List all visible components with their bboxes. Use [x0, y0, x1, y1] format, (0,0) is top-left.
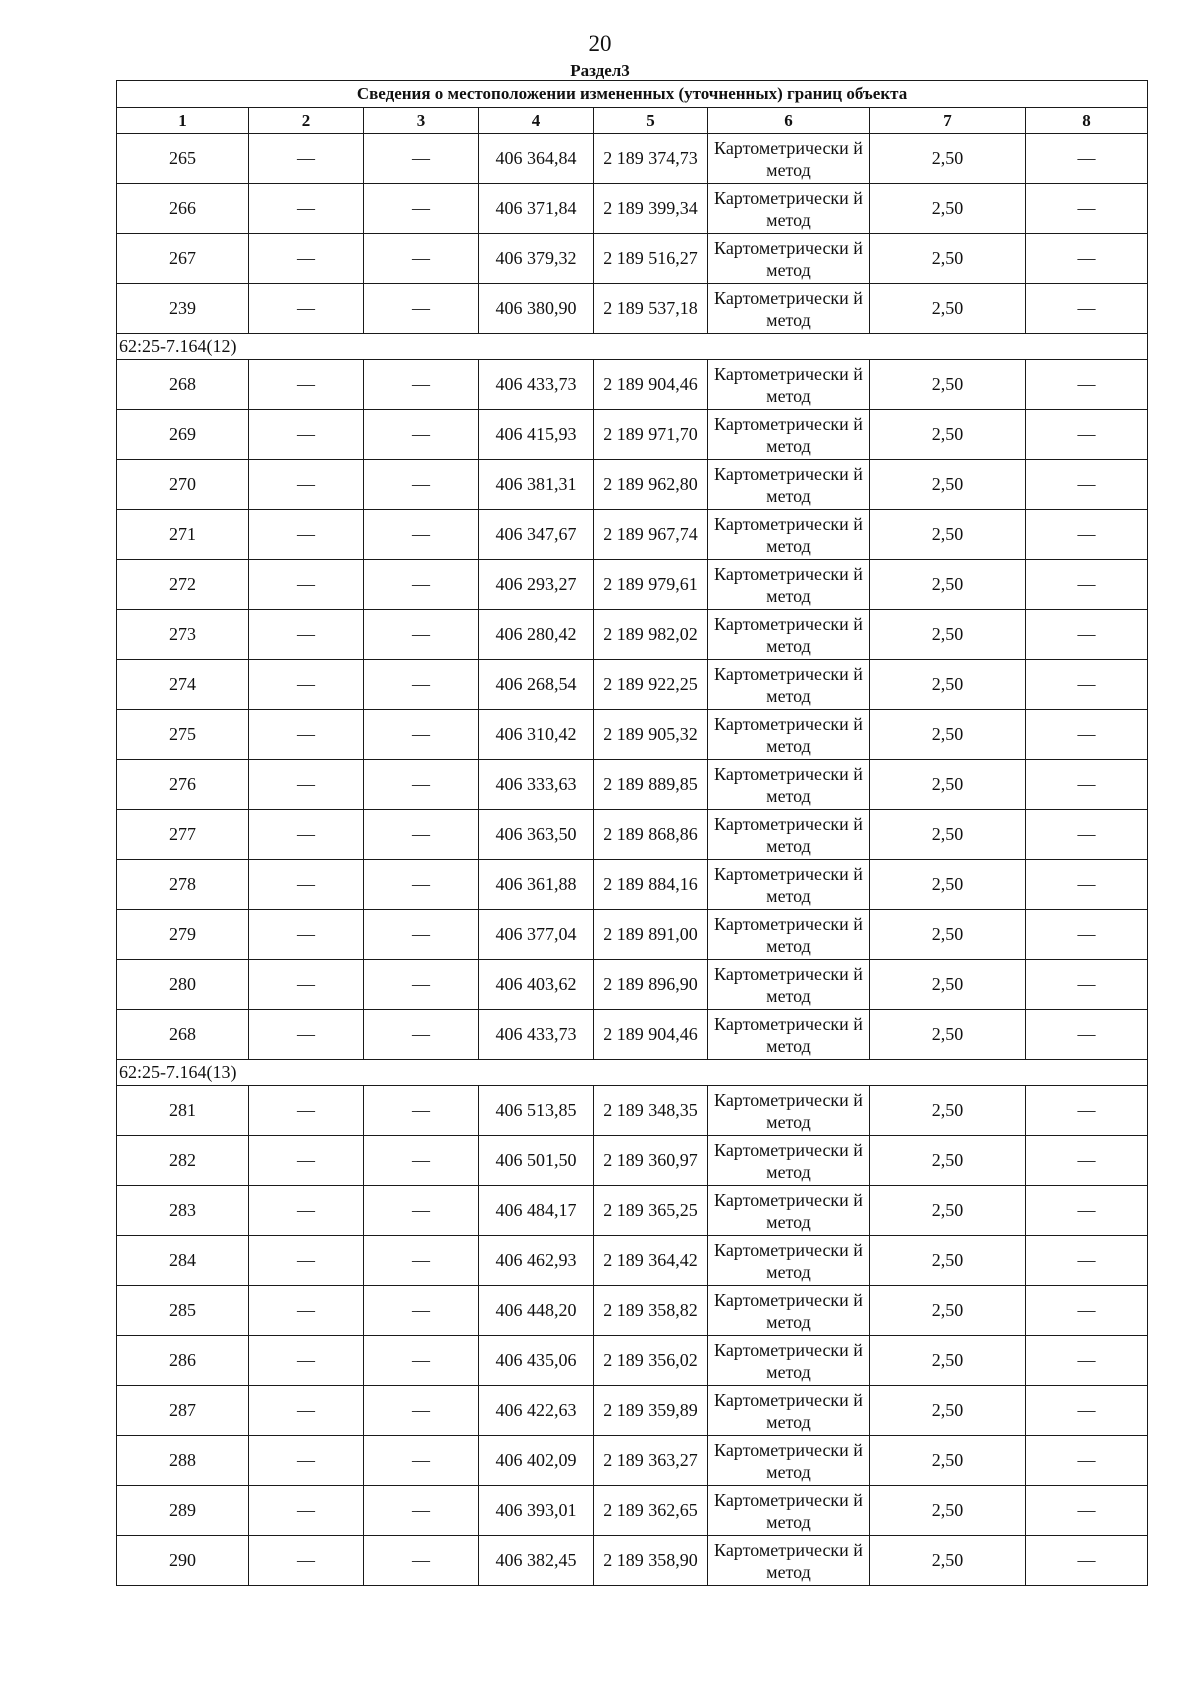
point-number-cell: 286	[117, 1336, 249, 1386]
col8-value-cell: —	[1026, 760, 1148, 810]
y-coordinate-cell: 2 189 982,02	[594, 610, 708, 660]
col8-value-cell: —	[1026, 660, 1148, 710]
x-coordinate-cell: 406 347,67	[479, 510, 594, 560]
y-coordinate-cell: 2 189 962,80	[594, 460, 708, 510]
y-coordinate-cell: 2 189 360,97	[594, 1136, 708, 1186]
point-number-cell: 290	[117, 1536, 249, 1586]
y-coordinate-cell: 2 189 905,32	[594, 710, 708, 760]
y-coordinate-cell: 2 189 358,90	[594, 1536, 708, 1586]
col2-value-cell: —	[249, 610, 364, 660]
method-cell: Картометрически й метод	[708, 910, 870, 960]
y-coordinate-cell: 2 189 896,90	[594, 960, 708, 1010]
x-coordinate-cell: 406 422,63	[479, 1386, 594, 1436]
accuracy-cell: 2,50	[870, 1486, 1026, 1536]
x-coordinate-cell: 406 364,84	[479, 134, 594, 184]
col3-value-cell: —	[364, 1010, 479, 1060]
col3-value-cell: —	[364, 1286, 479, 1336]
col8-value-cell: —	[1026, 610, 1148, 660]
column-header-5: 5	[594, 108, 708, 134]
col2-value-cell: —	[249, 660, 364, 710]
col3-value-cell: —	[364, 810, 479, 860]
x-coordinate-cell: 406 280,42	[479, 610, 594, 660]
x-coordinate-cell: 406 268,54	[479, 660, 594, 710]
accuracy-cell: 2,50	[870, 234, 1026, 284]
table-row	[117, 1386, 1148, 1436]
x-coordinate-cell: 406 382,45	[479, 1536, 594, 1586]
table-row	[117, 184, 1148, 234]
col2-value-cell: —	[249, 460, 364, 510]
table-row	[117, 1436, 1148, 1486]
table-row	[117, 360, 1148, 410]
point-number-cell: 271	[117, 510, 249, 560]
col3-value-cell: —	[364, 1336, 479, 1386]
col8-value-cell: —	[1026, 1086, 1148, 1136]
table-row	[117, 1086, 1148, 1136]
point-number-cell: 282	[117, 1136, 249, 1186]
method-cell: Картометрически й метод	[708, 760, 870, 810]
col2-value-cell: —	[249, 1236, 364, 1286]
col3-value-cell: —	[364, 610, 479, 660]
point-number-cell: 276	[117, 760, 249, 810]
point-number-cell: 274	[117, 660, 249, 710]
method-cell: Картометрически й метод	[708, 1186, 870, 1236]
col2-value-cell: —	[249, 234, 364, 284]
column-header-8: 8	[1026, 108, 1148, 134]
point-number-cell: 266	[117, 184, 249, 234]
col3-value-cell: —	[364, 1436, 479, 1486]
method-cell: Картометрически й метод	[708, 710, 870, 760]
col8-value-cell: —	[1026, 560, 1148, 610]
method-cell: Картометрически й метод	[708, 1336, 870, 1386]
table-row	[117, 760, 1148, 810]
col2-value-cell: —	[249, 710, 364, 760]
table-row	[117, 1136, 1148, 1186]
col8-value-cell: —	[1026, 1186, 1148, 1236]
x-coordinate-cell: 406 310,42	[479, 710, 594, 760]
column-header-6: 6	[708, 108, 870, 134]
table-row	[117, 1186, 1148, 1236]
col3-value-cell: —	[364, 1536, 479, 1586]
col2-value-cell: —	[249, 184, 364, 234]
col2-value-cell: —	[249, 1010, 364, 1060]
y-coordinate-cell: 2 189 889,85	[594, 760, 708, 810]
accuracy-cell: 2,50	[870, 1436, 1026, 1486]
table-row	[117, 234, 1148, 284]
table-row	[117, 560, 1148, 610]
x-coordinate-cell: 406 393,01	[479, 1486, 594, 1536]
col8-value-cell: —	[1026, 1386, 1148, 1436]
col8-value-cell: —	[1026, 460, 1148, 510]
y-coordinate-cell: 2 189 537,18	[594, 284, 708, 334]
table-row	[117, 610, 1148, 660]
col2-value-cell: —	[249, 960, 364, 1010]
table-row	[117, 810, 1148, 860]
method-cell: Картометрически й метод	[708, 1010, 870, 1060]
col3-value-cell: —	[364, 184, 479, 234]
x-coordinate-cell: 406 415,93	[479, 410, 594, 460]
x-coordinate-cell: 406 501,50	[479, 1136, 594, 1186]
column-header-1: 1	[117, 108, 249, 134]
column-header-3: 3	[364, 108, 479, 134]
x-coordinate-cell: 406 484,17	[479, 1186, 594, 1236]
table-row	[117, 960, 1148, 1010]
col2-value-cell: —	[249, 1186, 364, 1236]
accuracy-cell: 2,50	[870, 1010, 1026, 1060]
col8-value-cell: —	[1026, 184, 1148, 234]
accuracy-cell: 2,50	[870, 660, 1026, 710]
table-row	[117, 134, 1148, 184]
method-cell: Картометрически й метод	[708, 1136, 870, 1186]
y-coordinate-cell: 2 189 971,70	[594, 410, 708, 460]
point-number-cell: 268	[117, 1010, 249, 1060]
table-row	[117, 1486, 1148, 1536]
col3-value-cell: —	[364, 460, 479, 510]
x-coordinate-cell: 406 433,73	[479, 1010, 594, 1060]
accuracy-cell: 2,50	[870, 1536, 1026, 1586]
col2-value-cell: —	[249, 560, 364, 610]
method-cell: Картометрически й метод	[708, 560, 870, 610]
x-coordinate-cell: 406 448,20	[479, 1286, 594, 1336]
method-cell: Картометрически й метод	[708, 134, 870, 184]
col8-value-cell: —	[1026, 234, 1148, 284]
x-coordinate-cell: 406 380,90	[479, 284, 594, 334]
x-coordinate-cell: 406 435,06	[479, 1336, 594, 1386]
point-number-cell: 287	[117, 1386, 249, 1436]
col3-value-cell: —	[364, 234, 479, 284]
accuracy-cell: 2,50	[870, 760, 1026, 810]
section-title: Раздел3	[570, 61, 630, 80]
y-coordinate-cell: 2 189 904,46	[594, 360, 708, 410]
column-header-7: 7	[870, 108, 1026, 134]
y-coordinate-cell: 2 189 348,35	[594, 1086, 708, 1136]
x-coordinate-cell: 406 462,93	[479, 1236, 594, 1286]
table-row	[117, 510, 1148, 560]
col2-value-cell: —	[249, 1536, 364, 1586]
y-coordinate-cell: 2 189 891,00	[594, 910, 708, 960]
col2-value-cell: —	[249, 284, 364, 334]
col3-value-cell: —	[364, 760, 479, 810]
col2-value-cell: —	[249, 760, 364, 810]
method-cell: Картометрически й метод	[708, 1536, 870, 1586]
group-label: 62:25-7.164(12)	[117, 334, 1148, 360]
table-row	[117, 284, 1148, 334]
point-number-cell: 269	[117, 410, 249, 460]
col2-value-cell: —	[249, 360, 364, 410]
col3-value-cell: —	[364, 510, 479, 560]
method-cell: Картометрически й метод	[708, 184, 870, 234]
method-cell: Картометрически й метод	[708, 234, 870, 284]
col2-value-cell: —	[249, 1336, 364, 1386]
col8-value-cell: —	[1026, 1010, 1148, 1060]
table-row	[117, 1236, 1148, 1286]
accuracy-cell: 2,50	[870, 1336, 1026, 1386]
method-cell: Картометрически й метод	[708, 660, 870, 710]
col3-value-cell: —	[364, 960, 479, 1010]
accuracy-cell: 2,50	[870, 710, 1026, 760]
col2-value-cell: —	[249, 410, 364, 460]
table-row	[117, 660, 1148, 710]
method-cell: Картометрически й метод	[708, 1086, 870, 1136]
x-coordinate-cell: 406 403,62	[479, 960, 594, 1010]
method-cell: Картометрически й метод	[708, 860, 870, 910]
y-coordinate-cell: 2 189 399,34	[594, 184, 708, 234]
col2-value-cell: —	[249, 1136, 364, 1186]
table-row	[117, 860, 1148, 910]
point-number-cell: 278	[117, 860, 249, 910]
col3-value-cell: —	[364, 1086, 479, 1136]
accuracy-cell: 2,50	[870, 410, 1026, 460]
y-coordinate-cell: 2 189 359,89	[594, 1386, 708, 1436]
y-coordinate-cell: 2 189 362,65	[594, 1486, 708, 1536]
x-coordinate-cell: 406 513,85	[479, 1086, 594, 1136]
accuracy-cell: 2,50	[870, 460, 1026, 510]
y-coordinate-cell: 2 189 967,74	[594, 510, 708, 560]
y-coordinate-cell: 2 189 884,16	[594, 860, 708, 910]
point-number-cell: 268	[117, 360, 249, 410]
col8-value-cell: —	[1026, 910, 1148, 960]
table-row	[117, 410, 1148, 460]
method-cell: Картометрически й метод	[708, 810, 870, 860]
col3-value-cell: —	[364, 560, 479, 610]
x-coordinate-cell: 406 377,04	[479, 910, 594, 960]
col3-value-cell: —	[364, 860, 479, 910]
accuracy-cell: 2,50	[870, 810, 1026, 860]
point-number-cell: 239	[117, 284, 249, 334]
group-label: 62:25-7.164(13)	[117, 1060, 1148, 1086]
point-number-cell: 272	[117, 560, 249, 610]
col2-value-cell: —	[249, 860, 364, 910]
col8-value-cell: —	[1026, 1336, 1148, 1386]
accuracy-cell: 2,50	[870, 184, 1026, 234]
method-cell: Картометрически й метод	[708, 360, 870, 410]
accuracy-cell: 2,50	[870, 1186, 1026, 1236]
point-number-cell: 277	[117, 810, 249, 860]
y-coordinate-cell: 2 189 516,27	[594, 234, 708, 284]
point-number-cell: 279	[117, 910, 249, 960]
col8-value-cell: —	[1026, 1286, 1148, 1336]
accuracy-cell: 2,50	[870, 610, 1026, 660]
group-row	[117, 334, 1148, 360]
table-row	[117, 1010, 1148, 1060]
accuracy-cell: 2,50	[870, 510, 1026, 560]
accuracy-cell: 2,50	[870, 1136, 1026, 1186]
x-coordinate-cell: 406 333,63	[479, 760, 594, 810]
col3-value-cell: —	[364, 660, 479, 710]
y-coordinate-cell: 2 189 356,02	[594, 1336, 708, 1386]
col3-value-cell: —	[364, 1486, 479, 1536]
col8-value-cell: —	[1026, 410, 1148, 460]
col3-value-cell: —	[364, 1386, 479, 1436]
col2-value-cell: —	[249, 1436, 364, 1486]
x-coordinate-cell: 406 363,50	[479, 810, 594, 860]
col2-value-cell: —	[249, 510, 364, 560]
point-number-cell: 285	[117, 1286, 249, 1336]
col8-value-cell: —	[1026, 1486, 1148, 1536]
col8-value-cell: —	[1026, 134, 1148, 184]
column-header-4: 4	[479, 108, 594, 134]
method-cell: Картометрически й метод	[708, 1236, 870, 1286]
point-number-cell: 265	[117, 134, 249, 184]
col8-value-cell: —	[1026, 1436, 1148, 1486]
table-row	[117, 1336, 1148, 1386]
method-cell: Картометрически й метод	[708, 1386, 870, 1436]
col2-value-cell: —	[249, 1386, 364, 1436]
method-cell: Картометрически й метод	[708, 960, 870, 1010]
accuracy-cell: 2,50	[870, 960, 1026, 1010]
accuracy-cell: 2,50	[870, 134, 1026, 184]
y-coordinate-cell: 2 189 364,42	[594, 1236, 708, 1286]
table-caption: Сведения о местоположении измененных (уточненных) границ объекта	[117, 81, 1148, 108]
col8-value-cell: —	[1026, 284, 1148, 334]
method-cell: Картометрически й метод	[708, 1486, 870, 1536]
x-coordinate-cell: 406 293,27	[479, 560, 594, 610]
col8-value-cell: —	[1026, 860, 1148, 910]
accuracy-cell: 2,50	[870, 560, 1026, 610]
method-cell: Картометрически й метод	[708, 460, 870, 510]
table-row	[117, 1286, 1148, 1336]
point-number-cell: 267	[117, 234, 249, 284]
col8-value-cell: —	[1026, 360, 1148, 410]
table-row	[117, 910, 1148, 960]
y-coordinate-cell: 2 189 358,82	[594, 1286, 708, 1336]
table-row	[117, 1536, 1148, 1586]
method-cell: Картометрически й метод	[708, 284, 870, 334]
col3-value-cell: —	[364, 1236, 479, 1286]
col3-value-cell: —	[364, 360, 479, 410]
col2-value-cell: —	[249, 134, 364, 184]
y-coordinate-cell: 2 189 979,61	[594, 560, 708, 610]
point-number-cell: 289	[117, 1486, 249, 1536]
y-coordinate-cell: 2 189 365,25	[594, 1186, 708, 1236]
x-coordinate-cell: 406 379,32	[479, 234, 594, 284]
accuracy-cell: 2,50	[870, 360, 1026, 410]
col3-value-cell: —	[364, 910, 479, 960]
x-coordinate-cell: 406 381,31	[479, 460, 594, 510]
x-coordinate-cell: 406 433,73	[479, 360, 594, 410]
col2-value-cell: —	[249, 910, 364, 960]
point-number-cell: 281	[117, 1086, 249, 1136]
method-cell: Картометрически й метод	[708, 510, 870, 560]
y-coordinate-cell: 2 189 374,73	[594, 134, 708, 184]
col8-value-cell: —	[1026, 1536, 1148, 1586]
y-coordinate-cell: 2 189 363,27	[594, 1436, 708, 1486]
point-number-cell: 280	[117, 960, 249, 1010]
method-cell: Картометрически й метод	[708, 1286, 870, 1336]
col8-value-cell: —	[1026, 960, 1148, 1010]
accuracy-cell: 2,50	[870, 1286, 1026, 1336]
col2-value-cell: —	[249, 1486, 364, 1536]
point-number-cell: 288	[117, 1436, 249, 1486]
accuracy-cell: 2,50	[870, 1086, 1026, 1136]
col8-value-cell: —	[1026, 710, 1148, 760]
col2-value-cell: —	[249, 1286, 364, 1336]
accuracy-cell: 2,50	[870, 1236, 1026, 1286]
col3-value-cell: —	[364, 1186, 479, 1236]
col3-value-cell: —	[364, 284, 479, 334]
col8-value-cell: —	[1026, 510, 1148, 560]
col2-value-cell: —	[249, 810, 364, 860]
col3-value-cell: —	[364, 134, 479, 184]
y-coordinate-cell: 2 189 904,46	[594, 1010, 708, 1060]
y-coordinate-cell: 2 189 922,25	[594, 660, 708, 710]
column-header-2: 2	[249, 108, 364, 134]
x-coordinate-cell: 406 402,09	[479, 1436, 594, 1486]
method-cell: Картометрически й метод	[708, 410, 870, 460]
point-number-cell: 273	[117, 610, 249, 660]
col2-value-cell: —	[249, 1086, 364, 1136]
point-number-cell: 275	[117, 710, 249, 760]
boundary-coordinates-table	[116, 80, 1148, 1586]
point-number-cell: 270	[117, 460, 249, 510]
group-row	[117, 1060, 1148, 1086]
point-number-cell: 284	[117, 1236, 249, 1286]
col8-value-cell: —	[1026, 1236, 1148, 1286]
accuracy-cell: 2,50	[870, 860, 1026, 910]
accuracy-cell: 2,50	[870, 910, 1026, 960]
point-number-cell: 283	[117, 1186, 249, 1236]
col8-value-cell: —	[1026, 1136, 1148, 1186]
col8-value-cell: —	[1026, 810, 1148, 860]
x-coordinate-cell: 406 371,84	[479, 184, 594, 234]
col3-value-cell: —	[364, 410, 479, 460]
y-coordinate-cell: 2 189 868,86	[594, 810, 708, 860]
table-row	[117, 460, 1148, 510]
col3-value-cell: —	[364, 710, 479, 760]
method-cell: Картометрически й метод	[708, 610, 870, 660]
page-number: 20	[588, 31, 612, 56]
method-cell: Картометрически й метод	[708, 1436, 870, 1486]
accuracy-cell: 2,50	[870, 284, 1026, 334]
table-row	[117, 710, 1148, 760]
x-coordinate-cell: 406 361,88	[479, 860, 594, 910]
accuracy-cell: 2,50	[870, 1386, 1026, 1436]
col3-value-cell: —	[364, 1136, 479, 1186]
